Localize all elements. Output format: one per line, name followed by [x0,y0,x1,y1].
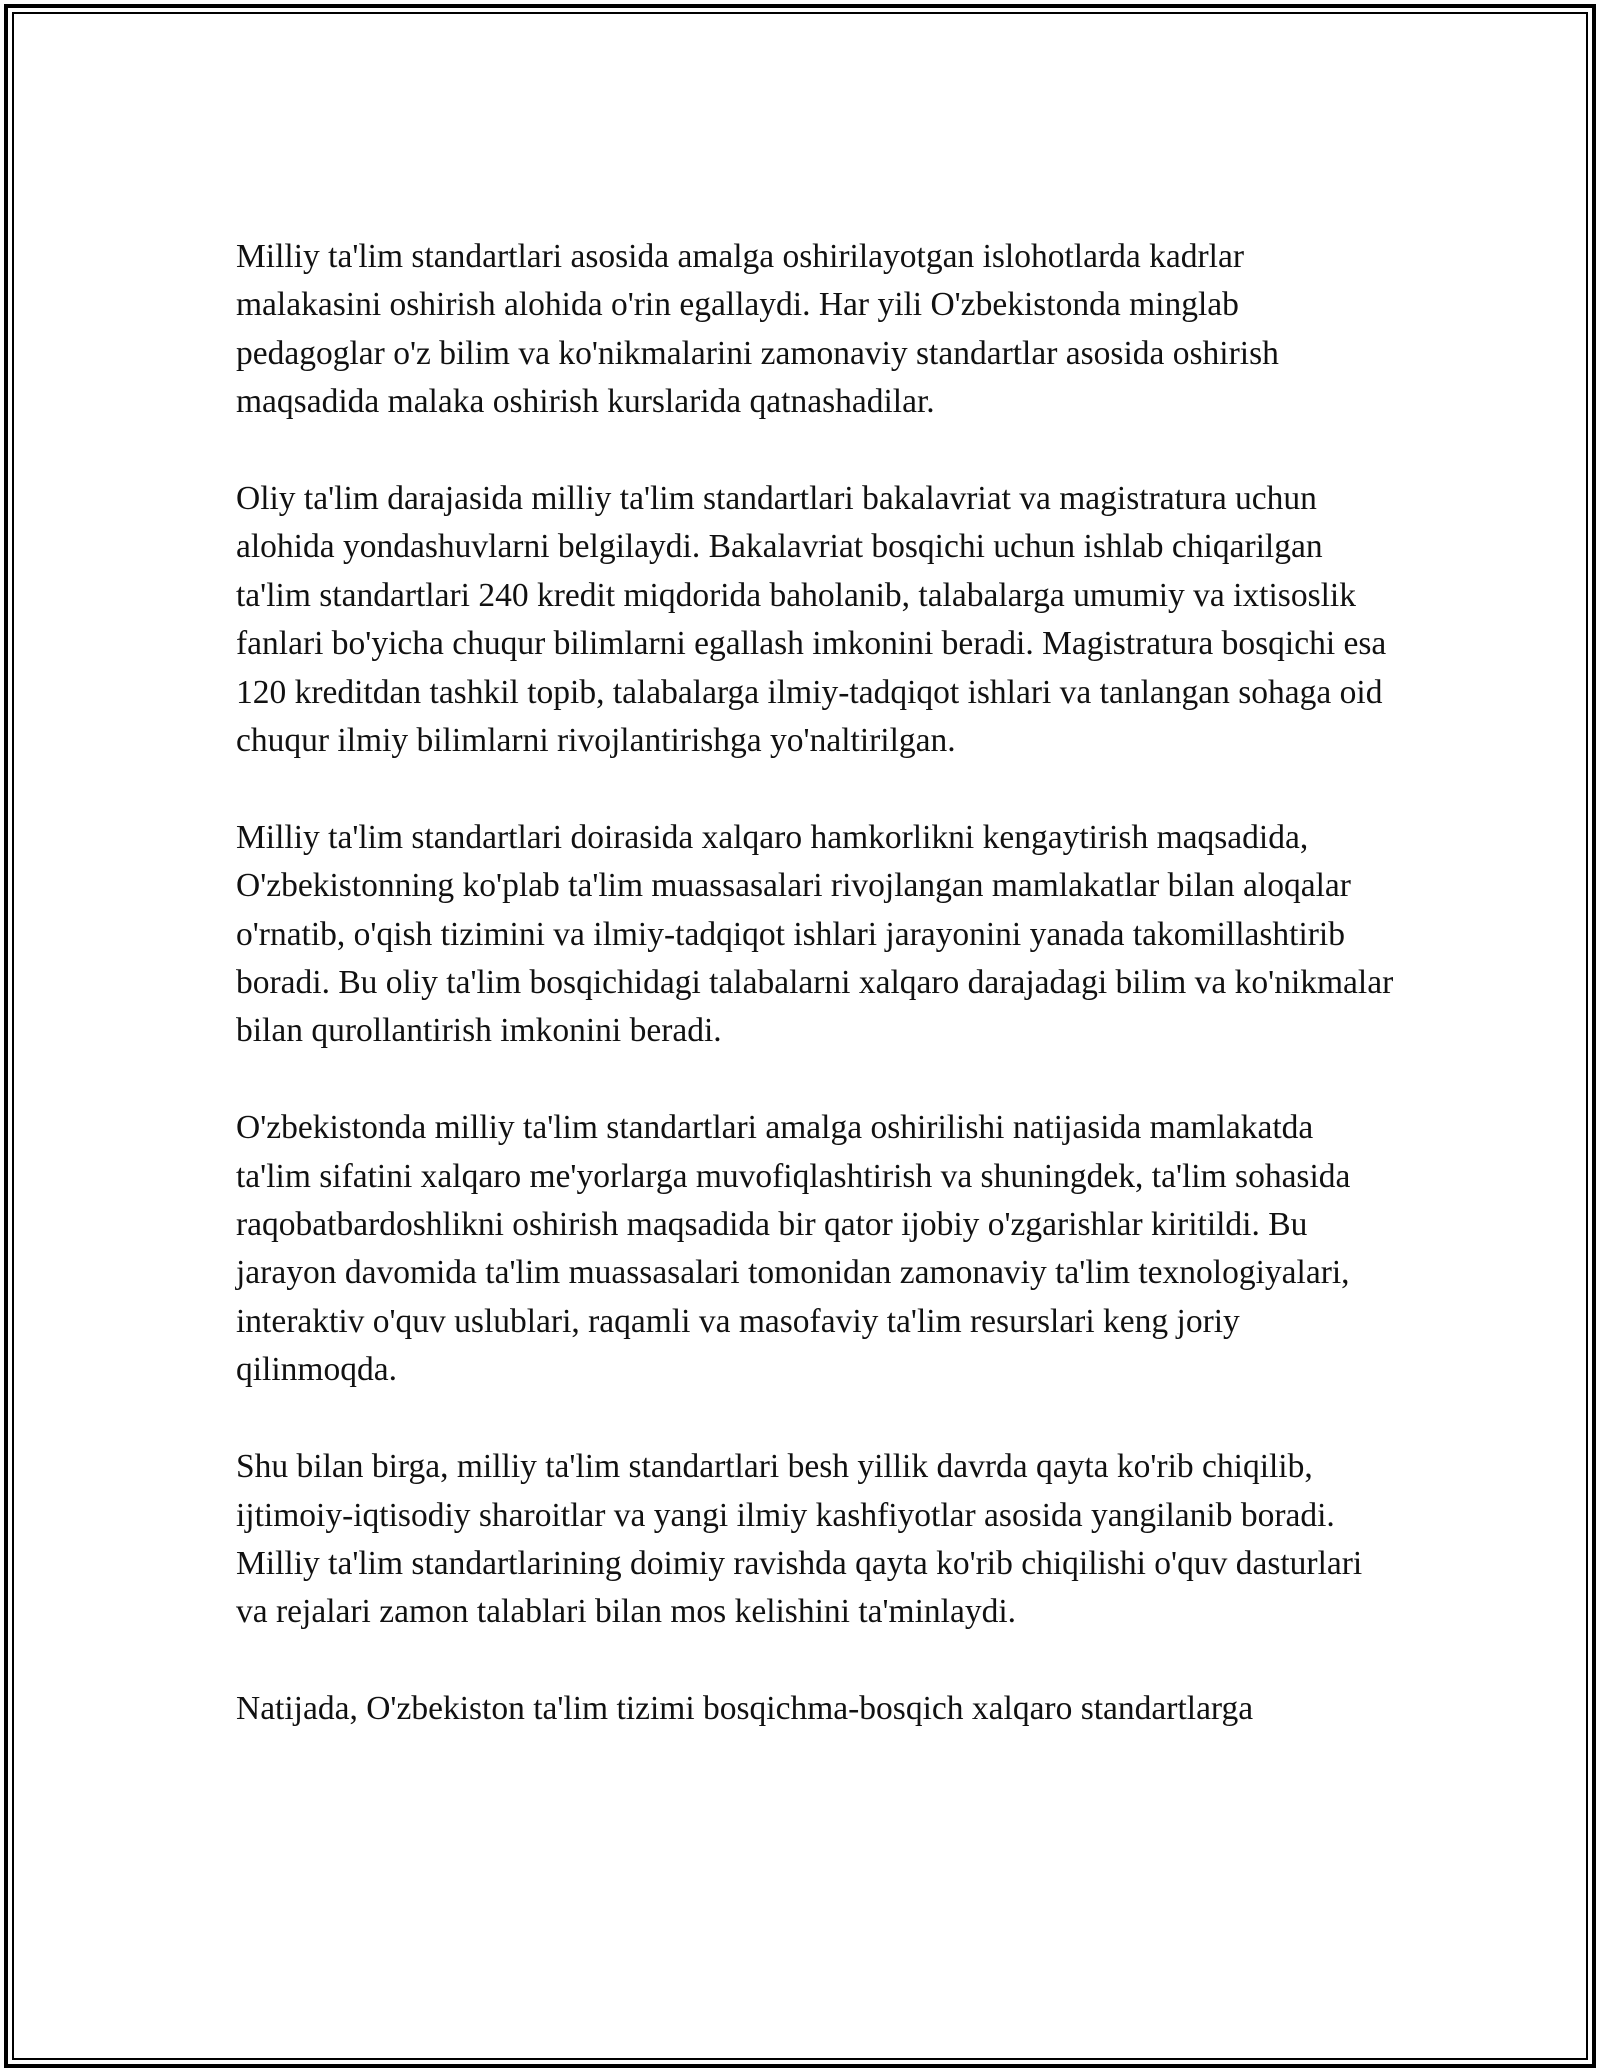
paragraph-3: Milliy ta'lim standartlari doirasida xalqaro hamkorlikni kengaytirish maqsadida, O'zbekistonning ko'plab ta'lim muassasalari rivojlangan mamlakatlar bilan aloqalar o'rnatib, o'qish tizimini va ilmiy-tadqiqot ishlari jarayonini yanada takomillashtirib boradi. Bu oliy ta'lim bosqichidagi talabalarni xalqaro darajadagi bilim va ko'nikmalar bilan qurollantirish imkonini beradi. [236,818,1394,1050]
paragraph-6: Natijada, O'zbekiston ta'lim tizimi bosqichma-bosqich xalqaro standartlarga [236,1690,1254,1728]
document-body [236,233,1396,1734]
paragraph-5: Shu bilan birga, milliy ta'lim standartlari besh yillik davrda qayta ko'rib chiqilib, ijtimoiy-iqtisodiy sharoitlar va yangi ilmiy kashfiyotlar asosida yangilanib boradi. Milliy ta'lim standartlarining doimiy ravishda qayta ko'rib chiqilishi o'quv dasturlari va rejalari zamon talablari bilan mos kelishini ta'minlaydi. [236,1448,1363,1631]
paragraph-2: Oliy ta'lim darajasida milliy ta'lim standartlari bakalavriat va magistratura uchun alohida yondashuvlarni belgilaydi. Bakalavriat bosqichi uchun ishlab chiqarilgan ta'lim standartlari 240 kredit miqdorida baholanib, talabalarga umumiy va ixtisoslik fanlari bo'yicha chuqur bilimlarni egallash imkonini beradi. Magistratura bosqichi esa 120 kreditdan tashkil topib, talabalarga ilmiy-tadqiqot ishlari va tanlangan sohaga oid chuqur ilmiy bilimlarni rivojlantirishga yo'naltirilgan. [236,480,1387,760]
paragraph-1: Milliy ta'lim standartlari asosida amalga oshirilayotgan islohotlarda kadrlar malakasini oshirish alohida o'rin egallaydi. Har yili O'zbekistonda minglab pedagoglar o'z bilim va ko'nikmalarini zamonaviy standartlar asosida oshirish maqsadida malaka oshirish kurslarida qatnashadilar. [236,238,1279,421]
paragraph-4: O'zbekistonda milliy ta'lim standartlari amalga oshirilishi natijasida mamlakatda ta'lim sifatini xalqaro me'yorlarga muvofiqlashtirish va shuningdek, ta'lim sohasida raqobatbardoshlikni oshirish maqsadida bir qator ijobiy o'zgarishlar kiritildi. Bu jarayon davomida ta'lim muassasalari tomonidan zamonaviy ta'lim texnologiyalari, interaktiv o'quv uslublari, raqamli va masofaviy ta'lim resurslari keng joriy qilinmoqda. [236,1109,1351,1389]
